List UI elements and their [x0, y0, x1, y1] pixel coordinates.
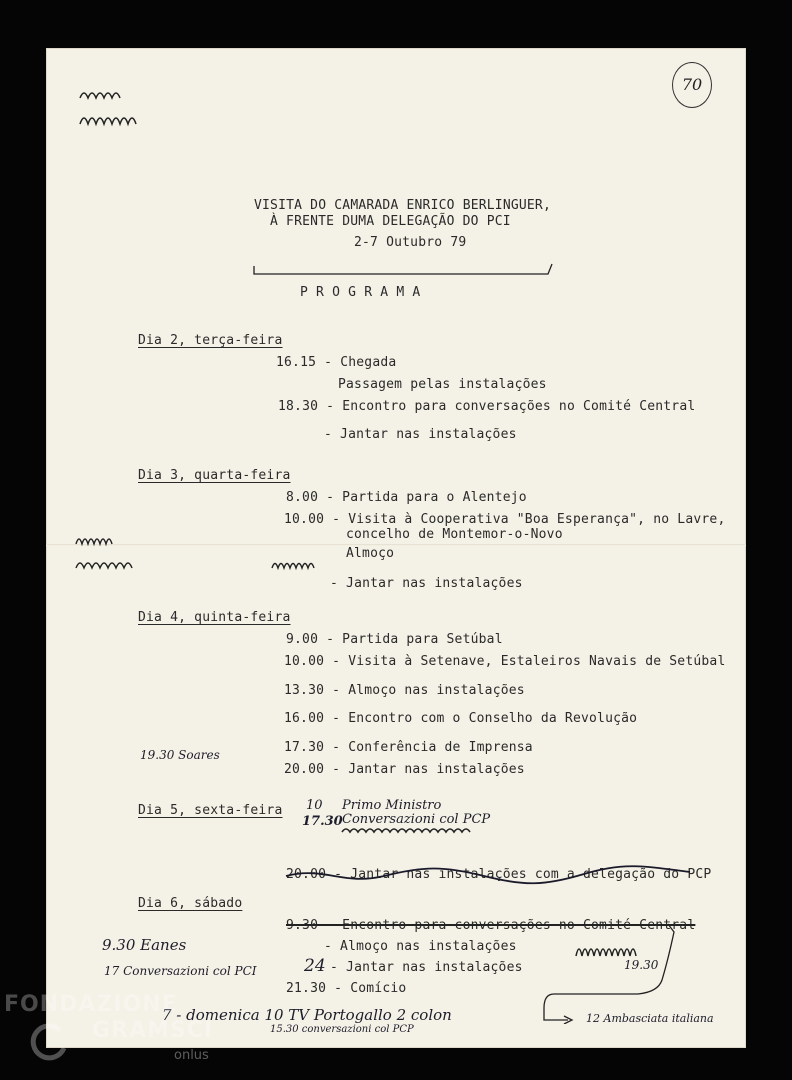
day-2-heading: Dia 2, terça-feira [138, 333, 283, 348]
handwritten-time-1730: 17.30 [302, 814, 343, 829]
section-heading: P R O G R A M A [300, 285, 421, 300]
scribble-margin-day3 [74, 530, 164, 574]
handwritten-conversazioni-pcp-sunday: 15.30 conversazioni col PCP [270, 1024, 414, 1035]
title-line-2: À FRENTE DUMA DELEGAÇÃO DO PCI [270, 214, 511, 229]
day-4-item: 16.00 - Encontro com o Conselho da Revolução [284, 711, 638, 726]
day-2-item: Passagem pelas instalações [338, 377, 547, 392]
watermark-gramsci: GRAMSCI [92, 1018, 214, 1043]
handwritten-primo-ministro: Primo Ministro [342, 798, 442, 813]
day-2-item: 18.30 - Encontro para conversações no Comité Central [278, 399, 696, 414]
day-4-item: 10.00 - Visita à Setenave, Estaleiros Navais de Setúbal [284, 654, 726, 669]
handwritten-ambasciata: 12 Ambasciata italiana [586, 1012, 714, 1025]
day-5-item-struck: 20.00 - Jantar nas instalações com a delegação do PCP [286, 867, 712, 882]
handwritten-eanes: 9.30 Eanes [102, 936, 187, 954]
day-2-item: - Jantar nas instalações [324, 427, 517, 442]
handwritten-note-soares: 19.30 Soares [140, 748, 220, 762]
watermark-fondazione: FONDAZIONE [4, 992, 178, 1017]
handwritten-domenica: 7 - domenica 10 TV Portogallo 2 colon [162, 1006, 452, 1024]
handwritten-conversazioni-pci: 17 Conversazioni col PCI [104, 964, 257, 978]
day-6-item: - Almoço nas instalações [324, 939, 517, 954]
title-dates: 2-7 Outubro 79 [354, 235, 467, 250]
day-3-item: Almoço [346, 546, 395, 561]
scribble-top-left [78, 84, 168, 134]
day-3-item: concelho de Montemor-o-Novo [346, 527, 563, 542]
logo-mark-icon [30, 1022, 70, 1062]
day-3-item: 10.00 - Visita à Cooperativa "Boa Esperança", no Lavre, [284, 512, 726, 527]
page-number: 70 [672, 62, 712, 108]
bracket-arrow [488, 920, 738, 1024]
day-4-item: 17.30 - Conferência de Imprensa [284, 740, 533, 755]
day-6-item: 21.30 - Comício [286, 981, 407, 996]
day-6-heading: Dia 6, sábado [138, 896, 243, 911]
day-5-heading: Dia 5, sexta-feira [138, 803, 283, 818]
day-4-item: 13.30 - Almoço nas instalações [284, 683, 525, 698]
day-3-heading: Dia 3, quarta-feira [138, 468, 291, 483]
handwritten-conversazioni-pcp: Conversazioni col PCP [342, 812, 491, 827]
day-4-item: 20.00 - Jantar nas instalações [284, 762, 525, 777]
handwritten-time-24: 24 [304, 956, 326, 976]
day-3-item: 8.00 - Partida para o Alentejo [286, 490, 527, 505]
handwritten-time-10: 10 [306, 798, 323, 813]
watermark-onlus: onlus [174, 1048, 209, 1063]
title-rule [252, 262, 554, 278]
scribble-struck-line-day5 [340, 826, 480, 838]
strike-wave-day5 [284, 864, 694, 886]
handwritten-time-1930: 19.30 [624, 958, 659, 972]
day-3-item: - Jantar nas instalações [330, 576, 523, 591]
day-4-item: 9.00 - Partida para Setúbal [286, 632, 503, 647]
title-line-1: VISITA DO CAMARADA ENRICO BERLINGUER, [254, 198, 551, 213]
scribble-center-day3 [270, 556, 320, 572]
day-6-item-struck: 9.30 - Encontro para conversações no Comité Central [286, 918, 696, 933]
day-4-heading: Dia 4, quinta-feira [138, 610, 291, 625]
day-2-item: 16.15 - Chegada [276, 355, 397, 370]
day-6-item: - Jantar nas instalações [330, 960, 523, 975]
